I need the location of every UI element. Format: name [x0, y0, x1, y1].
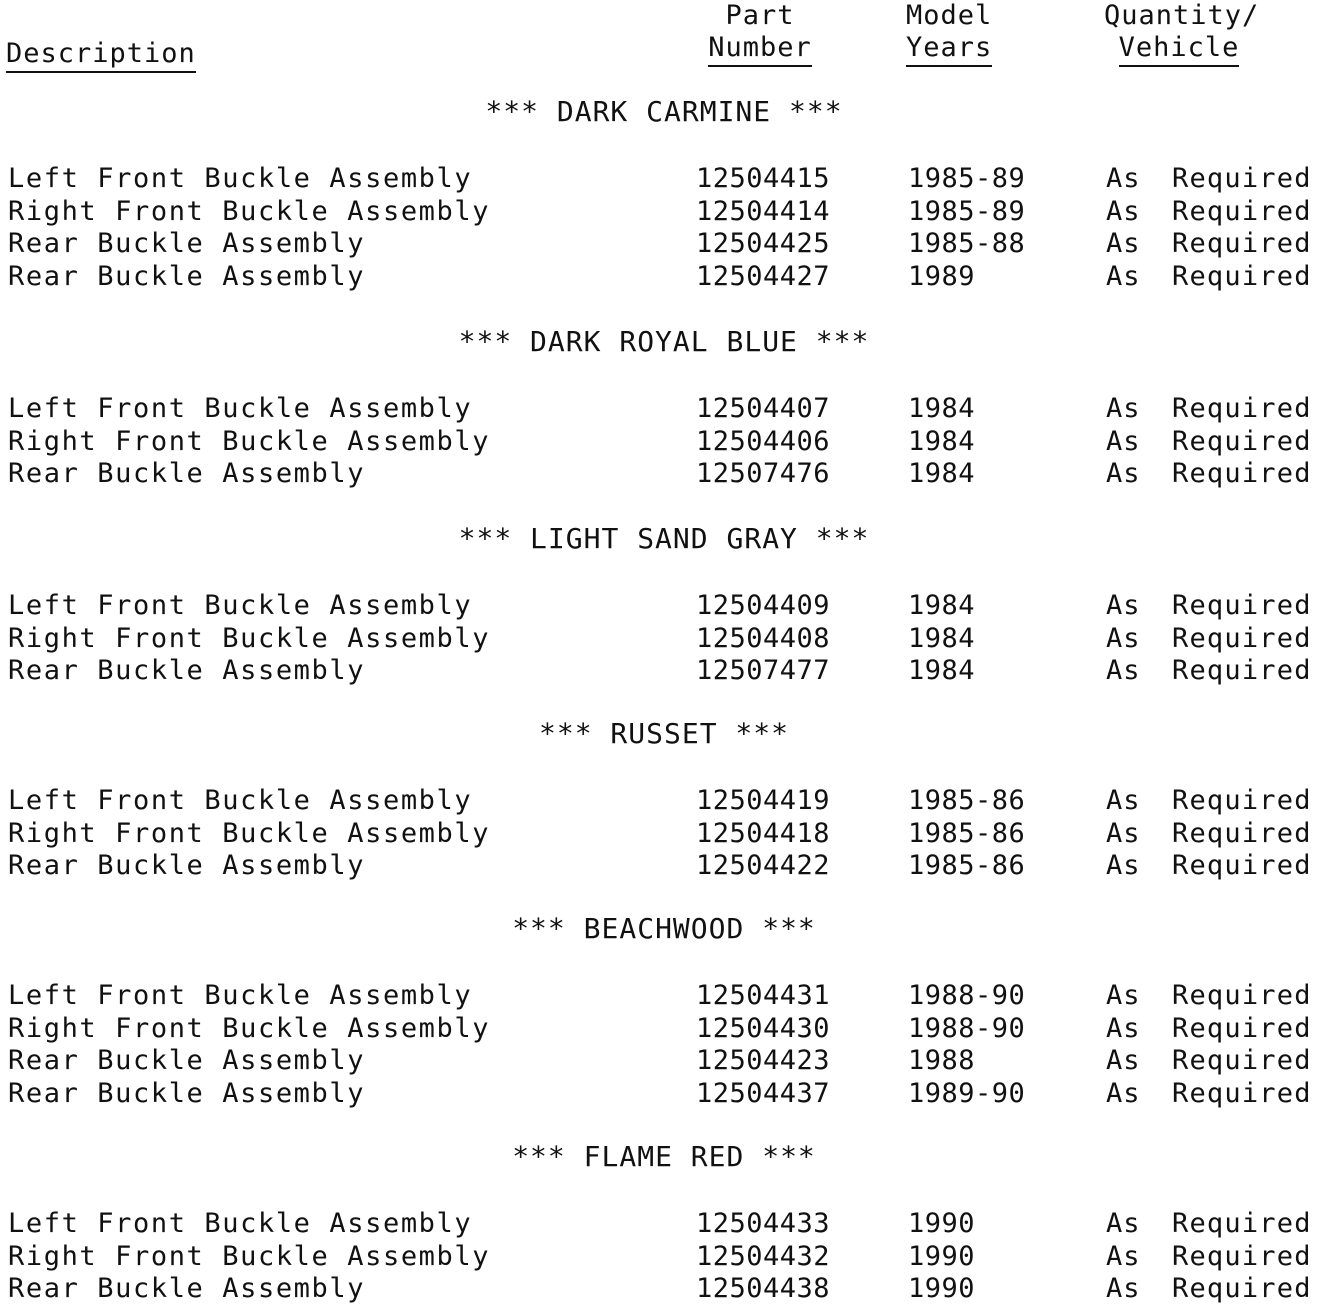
row-model-years: 1985-86 — [908, 850, 1026, 881]
row-quantity-required: Required — [1172, 850, 1312, 881]
row-model-years: 1985-86 — [908, 785, 1026, 816]
table-row — [0, 1207, 1328, 1240]
row-model-years: 1984 — [908, 393, 976, 424]
table-row — [0, 654, 1328, 687]
table-row — [0, 195, 1328, 228]
row-part-number: 12504409 — [696, 590, 831, 621]
row-part-number: 12504407 — [696, 393, 831, 424]
header-part-line1: Part — [725, 0, 795, 31]
row-quantity-required: Required — [1172, 1273, 1312, 1304]
row-description: Right Front Buckle Assembly — [8, 425, 491, 457]
row-description: Rear Buckle Assembly — [8, 458, 366, 489]
row-quantity: As — [1106, 1077, 1141, 1109]
row-description: Rear Buckle Assembly — [8, 1273, 366, 1304]
row-quantity-required: Required — [1172, 458, 1312, 489]
section-title: *** DARK ROYAL BLUE *** — [458, 325, 870, 358]
header-qty-line2: Vehicle — [1119, 32, 1240, 67]
table-row — [0, 425, 1328, 458]
row-description: Right Front Buckle Assembly — [8, 622, 491, 654]
row-description: Left Front Buckle Assembly — [8, 393, 473, 424]
row-model-years: 1990 — [908, 1240, 976, 1272]
row-part-number: 12504423 — [696, 1045, 831, 1076]
row-quantity: As — [1106, 1240, 1141, 1272]
row-quantity-required: Required — [1172, 622, 1312, 654]
row-description: Rear Buckle Assembly — [8, 1045, 366, 1076]
row-quantity-required: Required — [1172, 1208, 1312, 1239]
header-model-line1: Model — [906, 0, 993, 31]
row-quantity-required: Required — [1172, 163, 1312, 194]
row-quantity: As — [1106, 817, 1141, 849]
row-model-years: 1984 — [908, 655, 976, 686]
row-quantity-required: Required — [1172, 1077, 1312, 1109]
section-title: *** DARK CARMINE *** — [485, 95, 843, 128]
row-model-years: 1990 — [908, 1208, 976, 1239]
row-quantity: As — [1106, 1273, 1141, 1304]
row-description: Left Front Buckle Assembly — [8, 785, 473, 816]
row-quantity-required: Required — [1172, 785, 1312, 816]
header-description-label: Description — [6, 38, 196, 73]
row-part-number: 12507477 — [696, 655, 831, 686]
row-part-number: 12504406 — [696, 425, 831, 457]
row-description: Left Front Buckle Assembly — [8, 590, 473, 621]
table-row — [0, 227, 1328, 260]
row-model-years: 1984 — [908, 425, 976, 457]
section-title: *** BEACHWOOD *** — [512, 912, 816, 945]
row-part-number: 12504431 — [696, 980, 831, 1011]
row-description: Right Front Buckle Assembly — [8, 1240, 491, 1272]
row-model-years: 1985-89 — [908, 195, 1026, 227]
table-row — [0, 622, 1328, 655]
row-description: Left Front Buckle Assembly — [8, 980, 473, 1011]
row-quantity: As — [1106, 260, 1141, 292]
header-model-years — [906, 0, 993, 67]
table-row — [0, 784, 1328, 817]
row-quantity: As — [1106, 425, 1141, 457]
table-row — [0, 457, 1328, 490]
row-part-number: 12504432 — [696, 1240, 831, 1272]
row-model-years: 1984 — [908, 458, 976, 489]
row-model-years: 1989-90 — [908, 1077, 1026, 1109]
row-model-years: 1985-88 — [908, 228, 1026, 259]
row-quantity: As — [1106, 163, 1141, 194]
section-title: *** RUSSET *** — [538, 717, 789, 750]
header-description — [6, 38, 196, 73]
row-part-number: 12504437 — [696, 1077, 831, 1109]
row-quantity: As — [1106, 785, 1141, 816]
row-quantity: As — [1106, 1045, 1141, 1076]
row-quantity-required: Required — [1172, 195, 1312, 227]
row-quantity: As — [1106, 393, 1141, 424]
table-row — [0, 589, 1328, 622]
row-quantity-required: Required — [1172, 817, 1312, 849]
row-quantity: As — [1106, 228, 1141, 259]
row-part-number: 12504419 — [696, 785, 831, 816]
table-row — [0, 817, 1328, 850]
row-description: Rear Buckle Assembly — [8, 228, 366, 259]
row-part-number: 12504415 — [696, 163, 831, 194]
row-quantity-required: Required — [1172, 260, 1312, 292]
table-row — [0, 1044, 1328, 1077]
row-quantity: As — [1106, 195, 1141, 227]
header-part-line2: Number — [708, 32, 812, 67]
row-part-number: 12507476 — [696, 458, 831, 489]
row-quantity: As — [1106, 655, 1141, 686]
row-model-years: 1990 — [908, 1273, 976, 1304]
row-description: Rear Buckle Assembly — [8, 1077, 366, 1109]
row-model-years: 1984 — [908, 590, 976, 621]
row-quantity-required: Required — [1172, 228, 1312, 259]
row-model-years: 1989 — [908, 260, 976, 292]
row-quantity-required: Required — [1172, 1012, 1312, 1044]
header-qty-line1: Quantity/ — [1104, 0, 1260, 31]
row-quantity-required: Required — [1172, 655, 1312, 686]
row-quantity-required: Required — [1172, 1240, 1312, 1272]
row-quantity-required: Required — [1172, 425, 1312, 457]
section-title: *** FLAME RED *** — [512, 1140, 816, 1173]
table-row — [0, 162, 1328, 195]
row-part-number: 12504430 — [696, 1012, 831, 1044]
row-model-years: 1988-90 — [908, 980, 1026, 1011]
row-part-number: 12504438 — [696, 1273, 831, 1304]
row-part-number: 12504414 — [696, 195, 831, 227]
row-quantity-required: Required — [1172, 980, 1312, 1011]
header-part-number — [694, 0, 826, 67]
section-title: *** LIGHT SAND GRAY *** — [458, 522, 870, 555]
row-quantity: As — [1106, 1012, 1141, 1044]
table-row — [0, 849, 1328, 882]
row-model-years: 1985-86 — [908, 817, 1026, 849]
table-row — [0, 979, 1328, 1012]
row-description: Rear Buckle Assembly — [8, 260, 366, 292]
row-model-years: 1988 — [908, 1045, 976, 1076]
row-quantity-required: Required — [1172, 590, 1312, 621]
row-quantity: As — [1106, 590, 1141, 621]
row-part-number: 12504418 — [696, 817, 831, 849]
row-description: Left Front Buckle Assembly — [8, 1208, 473, 1239]
row-part-number: 12504427 — [696, 260, 831, 292]
row-description: Right Front Buckle Assembly — [8, 195, 491, 227]
row-model-years: 1985-89 — [908, 163, 1026, 194]
row-description: Right Front Buckle Assembly — [8, 1012, 491, 1044]
row-description: Rear Buckle Assembly — [8, 655, 366, 686]
row-quantity: As — [1106, 980, 1141, 1011]
row-description: Left Front Buckle Assembly — [8, 163, 473, 194]
row-model-years: 1988-90 — [908, 1012, 1026, 1044]
row-quantity-required: Required — [1172, 1045, 1312, 1076]
row-quantity: As — [1106, 850, 1141, 881]
row-part-number: 12504408 — [696, 622, 831, 654]
row-part-number: 12504433 — [696, 1208, 831, 1239]
row-quantity: As — [1106, 458, 1141, 489]
row-quantity: As — [1106, 1208, 1141, 1239]
table-row — [0, 1240, 1328, 1273]
table-row — [0, 1272, 1328, 1305]
row-part-number: 12504425 — [696, 228, 831, 259]
row-part-number: 12504422 — [696, 850, 831, 881]
header-quantity — [1104, 0, 1260, 67]
row-description: Right Front Buckle Assembly — [8, 817, 491, 849]
table-row — [0, 260, 1328, 293]
row-quantity: As — [1106, 622, 1141, 654]
header-model-line2: Years — [906, 32, 992, 67]
table-row — [0, 1012, 1328, 1045]
table-row — [0, 1077, 1328, 1110]
row-description: Rear Buckle Assembly — [8, 850, 366, 881]
row-model-years: 1984 — [908, 622, 976, 654]
row-quantity-required: Required — [1172, 393, 1312, 424]
table-row — [0, 392, 1328, 425]
